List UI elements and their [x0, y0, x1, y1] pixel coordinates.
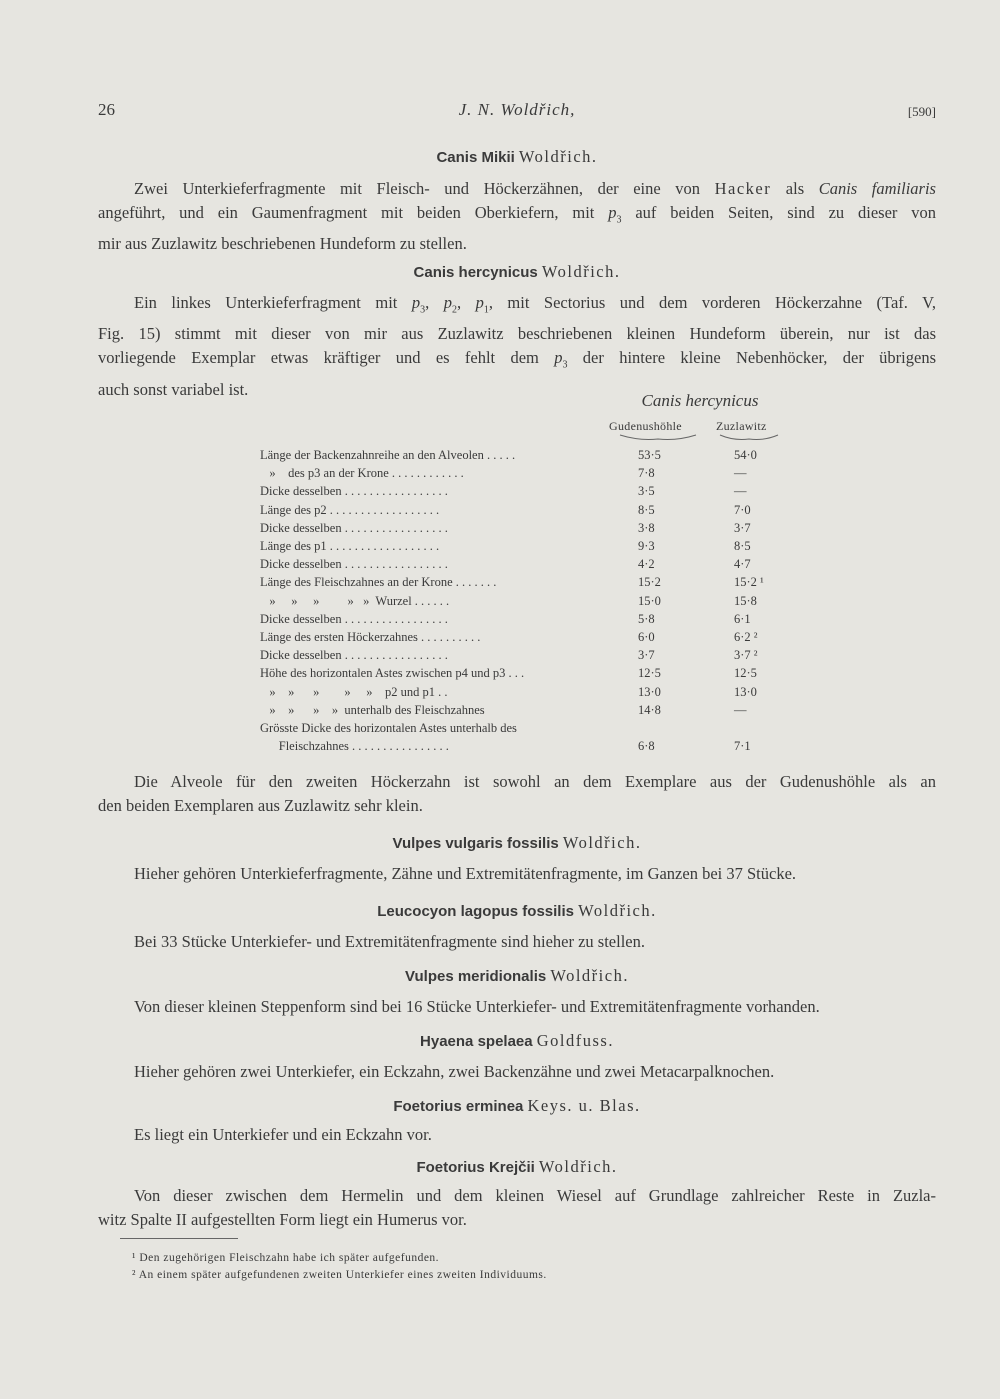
taxon-name: Foetorius Krejčii — [416, 1159, 535, 1176]
table-cell-gudenushoehle: 3·8 — [638, 520, 655, 535]
table-row — [260, 484, 820, 502]
table-row — [260, 666, 820, 684]
table-cell-zuzlawitz: 15·2 ¹ — [734, 575, 764, 590]
text-line: auch sonst variabel ist. — [98, 379, 249, 399]
table-row-label: Dicke desselben . . . . . . . . . . . . . . . . . — [260, 611, 451, 626]
table-cell-gudenushoehle: 4·2 — [638, 557, 655, 572]
section-heading-vulpes-vulgaris — [98, 833, 936, 853]
running-author: J. N. Woldřich, — [458, 100, 576, 119]
table-row — [260, 503, 820, 521]
table-row — [260, 739, 820, 757]
table-cell-zuzlawitz: — — [734, 484, 747, 499]
text-line: angeführt, und ein Gaumenfragment mit beiden Oberkiefern, mit $p_3$ auf beiden Seiten, sind zu dieser von — [98, 203, 936, 226]
table-row — [260, 575, 820, 593]
taxon-name: Vulpes vulgaris fossilis — [392, 835, 559, 852]
table-row — [260, 721, 820, 739]
table-cell-gudenushoehle: 5·8 — [638, 611, 655, 626]
section-heading-leucocyon — [98, 901, 936, 921]
text-line: den beiden Exemplaren aus Zuzlawitz sehr klein. — [98, 796, 423, 815]
table-cell-zuzlawitz: — — [734, 466, 747, 481]
table-cell-zuzlawitz: 7·1 — [734, 739, 751, 754]
column-brace — [719, 434, 779, 442]
table-column-header-gudenushoehle: Gudenushöhle — [609, 419, 682, 433]
text-line: mir aus Zuzlawitz beschriebenen Hundeform zu stellen. — [98, 234, 467, 254]
taxon-authority: Keys. u. Blas. — [527, 1096, 641, 1115]
table-cell-gudenushoehle: 6·8 — [638, 739, 655, 754]
table-cell-zuzlawitz: 4·7 — [734, 557, 751, 572]
table-cell-zuzlawitz: 8·5 — [734, 539, 751, 553]
table-cell-gudenushoehle: 14·8 — [638, 702, 661, 717]
section-heading-foetorius-erminea — [98, 1096, 936, 1116]
table-cell-gudenushoehle: 9·3 — [638, 539, 655, 553]
table-cell-zuzlawitz: 6·1 — [734, 611, 751, 626]
text-line: vorliegende Exemplar etwas kräftiger und es fehlt dem $p_3$ der hintere kleine Nebenhöcker, der übrigens — [98, 348, 936, 371]
text-line: Von dieser kleinen Steppenform sind bei 16 Stücke Unterkiefer- und Extremitätenfragmente vorhanden. — [134, 997, 820, 1016]
paragraph-foetorius-krejcii — [98, 1184, 936, 1232]
paragraph-canis-hercynicus — [98, 291, 936, 402]
text-line: Hieher gehören Unterkieferfragmente, Zähne und Extremitätenfragmente, im Ganzen bei 37 Stücke. — [134, 864, 797, 883]
text-line: Die Alveole für den zweiten Höckerzahn ist sowohl an dem Exemplare aus der Gudenushöhle als an — [134, 772, 936, 791]
table-cell-zuzlawitz: 13·0 — [734, 684, 757, 699]
table-row — [260, 612, 820, 630]
table-row-label: Höhe des horizontalen Astes zwischen p4 und p3 . . . — [260, 666, 528, 681]
paragraph-foetorius-erminea — [98, 1123, 936, 1147]
table-row-label: » » » » unterhalb des Fleischzahnes — [260, 702, 488, 717]
page-number: 26 — [98, 100, 115, 119]
table-cell-gudenushoehle: 15·0 — [638, 593, 661, 608]
table-cell-zuzlawitz: 7·0 — [734, 502, 751, 517]
table-cell-zuzlawitz: 6·2 ² — [734, 630, 758, 644]
paragraph-canis-mikii — [98, 177, 936, 256]
table-cell-zuzlawitz: 3·7 — [734, 520, 751, 535]
table-cell-zuzlawitz: 12·5 — [734, 666, 757, 681]
footnote-1: ¹ Den zugehörigen Fleischzahn habe ich später aufgefunden. — [132, 1252, 440, 1264]
table-row — [260, 521, 820, 539]
section-heading-canis-mikii — [98, 147, 936, 167]
taxon-name: Canis Mikii — [436, 149, 515, 166]
taxon-name: Leucocyon lagopus fossilis — [377, 903, 574, 920]
section-heading-vulpes-meridionalis — [98, 966, 936, 986]
table-row-label: » des p3 an der Krone . . . . . . . . . . . . — [260, 466, 467, 481]
taxon-authority: Woldřich. — [562, 833, 642, 852]
table-row-label: Länge des p2 . . . . . . . . . . . . . . . . . . — [260, 502, 443, 517]
table-cell-zuzlawitz: 54·0 — [734, 448, 757, 462]
table-cell-gudenushoehle: 13·0 — [638, 684, 661, 699]
section-heading-canis-hercynicus — [98, 262, 936, 282]
paragraph-alveole — [98, 770, 936, 818]
table-cell-gudenushoehle: 8·5 — [638, 502, 655, 517]
table-row-label: Dicke desselben . . . . . . . . . . . . . . . . . — [260, 484, 451, 499]
column-brace — [619, 434, 697, 442]
table-row — [260, 448, 820, 466]
taxon-authority: Woldřich. — [578, 901, 657, 920]
text-line: Zwei Unterkieferfragmente mit Fleisch- und Höckerzähnen, der eine von Hacker als Canis familiaris — [134, 179, 936, 198]
table-row-label: Dicke desselben . . . . . . . . . . . . . . . . . — [260, 520, 451, 535]
table-row-label: Länge der Backenzahnreihe an den Alveolen . . . . . — [260, 448, 519, 462]
paragraph-vulpes-vulgaris — [98, 862, 936, 886]
table-cell-gudenushoehle: 53·5 — [638, 448, 661, 462]
table-row — [260, 703, 820, 721]
table-row-label: Länge des p1 . . . . . . . . . . . . . . . . . . — [260, 539, 443, 553]
table-row-label: Fleischzahnes . . . . . . . . . . . . . . . . — [260, 739, 452, 754]
table-row-label: Dicke desselben . . . . . . . . . . . . . . . . . — [260, 557, 451, 572]
table-cell-zuzlawitz: 3·7 ² — [734, 648, 758, 663]
paragraph-leucocyon — [98, 930, 936, 954]
table-cell-zuzlawitz: 15·8 — [734, 593, 757, 608]
taxon-name: Foetorius erminea — [393, 1098, 524, 1115]
paragraph-vulpes-meridionalis — [98, 995, 936, 1019]
section-heading-hyaena — [98, 1031, 936, 1051]
taxon-authority: Goldfuss. — [536, 1031, 614, 1050]
table-row-label: » » » » » p2 und p1 . . — [260, 684, 451, 699]
text-line: Es liegt ein Unterkiefer und ein Eckzahn vor. — [134, 1125, 432, 1144]
footnote-rule — [120, 1238, 238, 1239]
taxon-name: Vulpes meridionalis — [405, 968, 547, 985]
table-row-label: Länge des ersten Höckerzahnes . . . . . . . . . . — [260, 630, 484, 644]
text-line: Bei 33 Stücke Unterkiefer- und Extremitätenfragmente sind hieher zu stellen. — [134, 932, 645, 951]
taxon-name: Canis hercynicus — [413, 264, 538, 281]
text-line: Ein linkes Unterkieferfragment mit $p_3$, $p_2$, $p_1$, mit Sectorius und dem vorderen Höckerzahne (Taf. V, — [134, 293, 936, 316]
taxon-authority: Woldřich. — [541, 262, 621, 281]
text-line: witz Spalte II aufgestellten Form liegt ein Humerus vor. — [98, 1210, 467, 1229]
taxon-authority: Woldřich. — [518, 147, 598, 166]
table-cell-gudenushoehle: 7·8 — [638, 466, 655, 481]
table-row — [260, 648, 820, 666]
table-row-label: Länge des Fleischzahnes an der Krone . . . . . . . — [260, 575, 500, 590]
table-row — [260, 557, 820, 575]
table-row-label: » » » » » Wurzel . . . . . . — [260, 593, 453, 608]
section-heading-foetorius-krejcii — [98, 1157, 936, 1177]
text-line: Fig. 15) stimmt mit dieser von mir aus Zuzlawitz beschriebenen kleinen Hundeform überein, nur ist das — [98, 324, 936, 344]
table-row-label: Dicke desselben . . . . . . . . . . . . . . . . . — [260, 648, 451, 663]
text-line: Hieher gehören zwei Unterkiefer, ein Eckzahn, zwei Backenzähne und zwei Metacarpalknochen. — [134, 1062, 775, 1081]
table-row — [260, 539, 820, 557]
table-row — [260, 466, 820, 484]
table-cell-gudenushoehle: 6·0 — [638, 630, 655, 644]
table-cell-gudenushoehle: 3·5 — [638, 484, 655, 499]
table-cell-gudenushoehle: 15·2 — [638, 575, 661, 590]
table-cell-gudenushoehle: 3·7 — [638, 648, 655, 663]
table-row-label: Grösste Dicke des horizontalen Astes unterhalb des — [260, 721, 517, 735]
running-header — [98, 100, 936, 124]
taxon-authority: Woldřich. — [538, 1157, 618, 1176]
table-column-header-zuzlawitz: Zuzlawitz — [716, 419, 767, 433]
table-title: Canis hercynicus — [641, 391, 759, 410]
table-row — [260, 685, 820, 703]
page-reference: [590] — [907, 104, 936, 119]
footnote-2: ² An einem später aufgefundenen zweiten Unterkiefer eines zweiten Individuums. — [132, 1269, 547, 1281]
table-cell-zuzlawitz: — — [734, 702, 747, 717]
taxon-name: Hyaena spelaea — [420, 1033, 533, 1050]
table-cell-gudenushoehle: 12·5 — [638, 666, 661, 681]
table-row — [260, 630, 820, 648]
text-line: Von dieser zwischen dem Hermelin und dem kleinen Wiesel auf Grundlage zahlreicher Reste in Zuzla- — [134, 1186, 936, 1205]
paragraph-hyaena — [98, 1060, 936, 1084]
table-row — [260, 594, 820, 612]
taxon-authority: Woldřich. — [550, 966, 629, 985]
